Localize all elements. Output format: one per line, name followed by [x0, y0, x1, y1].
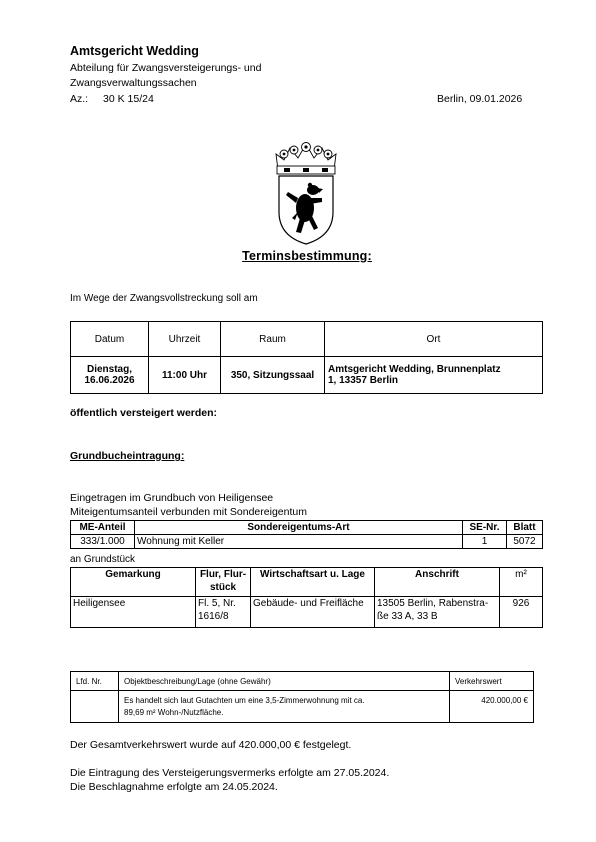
header-ort: Ort — [325, 322, 543, 357]
square-meters-value: 926 — [500, 597, 543, 628]
plot-table-header — [71, 568, 543, 597]
court-name: Amtsgericht Wedding — [70, 44, 199, 58]
header-datum: Datum — [71, 322, 149, 357]
object-table-header — [71, 672, 534, 691]
place-line-2: 1, 13357 Berlin — [328, 375, 399, 386]
appointment-place — [325, 357, 543, 394]
description-line-1: Es handelt sich laut Gutachten um eine 3,5-Zimmerwohnung mit ca. — [124, 696, 365, 705]
header-lfd-nr: Lfd. Nr. — [71, 672, 119, 691]
header-gemarkung: Gemarkung — [71, 568, 196, 597]
appointment-row — [71, 357, 543, 394]
flur-line-1: Fl. 5, Nr. — [198, 598, 236, 609]
land-register-line-1: Eingetragen im Grundbuch von Heiligensee — [70, 492, 274, 504]
appointment-table — [70, 321, 543, 394]
department-line-2: Zwangsverwaltungssachen — [70, 77, 197, 89]
auction-note-statement: Die Eintragung des Versteigerungsvermerks erfolgte am 27.05.2024. — [70, 767, 390, 779]
header-objektbeschreibung: Objektbeschreibung/Lage (ohne Gewähr) — [119, 672, 450, 691]
seizure-statement: Die Beschlagnahme erfolgte am 24.05.2024. — [70, 781, 278, 793]
header-raum: Raum — [221, 322, 325, 357]
co-ownership-header — [71, 521, 543, 535]
co-ownership-table — [70, 520, 543, 549]
object-number — [71, 691, 119, 723]
header-uhrzeit: Uhrzeit — [149, 322, 221, 357]
appointment-date — [71, 357, 149, 394]
department-line-1: Abteilung für Zwangsversteigerungs- und — [70, 62, 262, 74]
object-row — [71, 691, 534, 723]
flur-line-2: 1616/8 — [198, 611, 229, 622]
anschrift-value — [375, 597, 500, 628]
land-register-line-2: Miteigentumsanteil verbunden mit Sondereigentum — [70, 506, 307, 518]
wirtschaftsart-value: Gebäude- und Freifläche — [251, 597, 375, 628]
header-flur-line-1: Flur, Flur- — [199, 569, 247, 580]
file-number-value: 30 K 15/24 — [103, 93, 154, 105]
header-me-anteil: ME-Anteil — [71, 521, 135, 535]
object-description — [119, 691, 450, 723]
property-type: Wohnung mit Keller — [135, 535, 463, 549]
header-sondereigentums-art: Sondereigentums-Art — [135, 521, 463, 535]
plot-label: an Grundstück — [70, 554, 136, 565]
header-se-nr: SE-Nr. — [463, 521, 507, 535]
sheet-number: 5072 — [507, 535, 543, 549]
object-value: 420.000,00 € — [450, 691, 534, 723]
land-register-heading: Grundbucheintragung: — [70, 450, 185, 462]
object-description-table — [70, 671, 534, 723]
date-line-2: 16.06.2026 — [84, 375, 135, 386]
place-date: Berlin, 09.01.2026 — [437, 93, 523, 105]
header-wirtschaftsart: Wirtschaftsart u. Lage — [251, 568, 375, 597]
auction-statement: öffentlich versteigert werden: — [70, 407, 218, 419]
header-blatt: Blatt — [507, 521, 543, 535]
intro-text: Im Wege der Zwangsvollstreckung soll am — [70, 293, 258, 304]
appointment-room: 350, Sitzungssaal — [221, 357, 325, 394]
file-number-label: Az.: — [70, 93, 89, 105]
header-square-meters: m² — [500, 568, 543, 597]
co-ownership-row — [71, 535, 543, 549]
se-number: 1 — [463, 535, 507, 549]
anschrift-line-2: ße 33 A, 33 B — [377, 611, 438, 622]
header-anschrift: Anschrift — [375, 568, 500, 597]
total-value-statement: Der Gesamtverkehrswert wurde auf 420.000,00 € festgelegt. — [70, 739, 352, 751]
me-share: 333/1.000 — [71, 535, 135, 549]
header-verkehrswert: Verkehrswert — [450, 672, 534, 691]
berlin-bear-coat-of-arms-icon — [270, 140, 342, 246]
header-flur-line-2: stück — [209, 582, 237, 593]
date-line-1: Dienstag, — [86, 364, 132, 375]
description-line-2: 89,69 m² Wohn-/Nutzfläche. — [124, 708, 224, 717]
appointment-table-header — [71, 322, 543, 357]
flur-value — [196, 597, 251, 628]
gemarkung-value: Heiligensee — [71, 597, 196, 628]
plot-table — [70, 567, 543, 628]
plot-row — [71, 597, 543, 628]
header-flur — [196, 568, 251, 597]
place-line-1: Amtsgericht Wedding, Brunnenplatz — [328, 364, 501, 375]
appointment-time: 11:00 Uhr — [149, 357, 221, 394]
document-title: Terminsbestimmung: — [242, 249, 372, 263]
anschrift-line-1: 13505 Berlin, Rabenstra- — [377, 598, 489, 609]
